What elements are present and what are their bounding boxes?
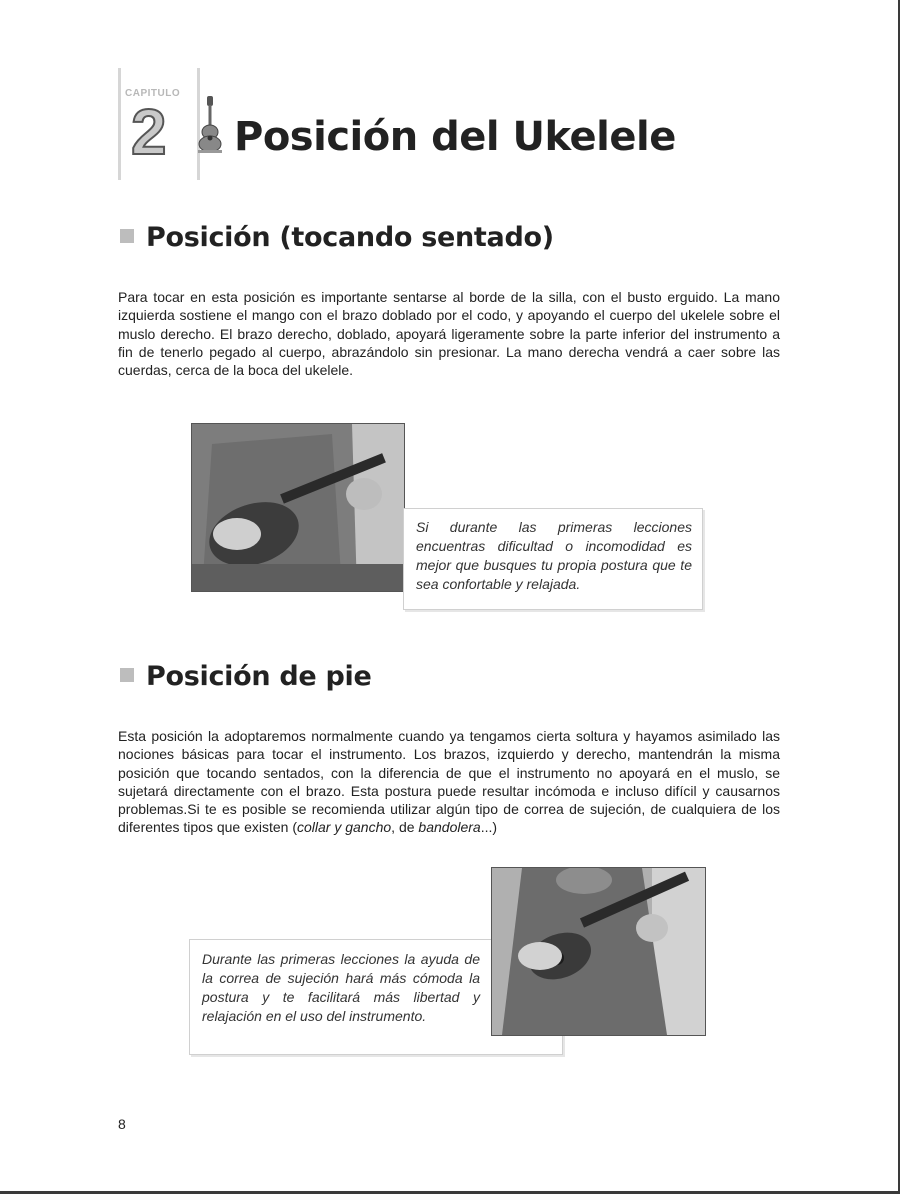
paragraph-text: ...) (480, 819, 498, 836)
chapter-number: 2 (131, 96, 167, 168)
photo-sitting (191, 423, 405, 592)
paragraph-text: Esta posición la adoptaremos normalmente cuando ya tengamos cierta soltura y hayamos asimilado las nociones básicas para tocar el instrumento. Los brazos, izquierdo y derecho, mantendrán la misma posición que tocando sentados, con la diferencia de que el instrumento no apoyará en el muslo, se sujetará directamente con el brazo. Esta postura puede resultar incómoda e incluso difícil y causarnos problemas.Si te es posible se recomienda utilizar algún tipo de correa de sujeción, de cualquiera de los diferentes tipos que existen ( (118, 728, 780, 836)
section-heading-standing (120, 661, 372, 692)
paragraph-emphasis: collar y gancho (297, 819, 392, 836)
paragraph-sitting: Para tocar en esta posición es importante sentarse al borde de la silla, con el busto erguido. La mano izquierda sostiene el mango con el brazo doblado por el codo, y apoyando el cuerpo del ukelele sobre el muslo derecho. El brazo derecho, doblado, apoyará ligeramente sobre la parte inferior del instrumento a fin de tenerlo pegado al cuerpo, abrazándolo sin presionar. La mano derecha vendrá a caer sobre las cuerdas, cerca de la boca del ukelele. (118, 289, 780, 379)
ukulele-icon (194, 94, 224, 154)
chapter-title: Posición del Ukelele (234, 114, 676, 160)
chapter-badge (118, 68, 200, 180)
chapter-label: CAPITULO (125, 88, 181, 99)
section-heading-text: Posición de pie (146, 661, 372, 692)
section-heading-text: Posición (tocando sentado) (146, 222, 554, 253)
section-bullet-icon (120, 229, 134, 243)
caption-standing: Durante las primeras lecciones la ayuda de la correa de sujeción hará más cómoda la postura y te facilitará más libertad y relajación en el uso del instrumento. (202, 951, 480, 1024)
caption-sitting: Si durante las primeras lecciones encuentras dificultad o incomodidad es mejor que busques tu propia postura que te sea confortable y relajada. (416, 519, 692, 592)
section-bullet-icon (120, 668, 134, 682)
paragraph-standing (118, 727, 780, 837)
paragraph-emphasis: bandolera (418, 819, 481, 836)
photo-standing (491, 867, 706, 1036)
section-heading-sitting (120, 222, 554, 253)
page-number: 8 (118, 1116, 126, 1132)
paragraph-text: , de (391, 819, 419, 836)
